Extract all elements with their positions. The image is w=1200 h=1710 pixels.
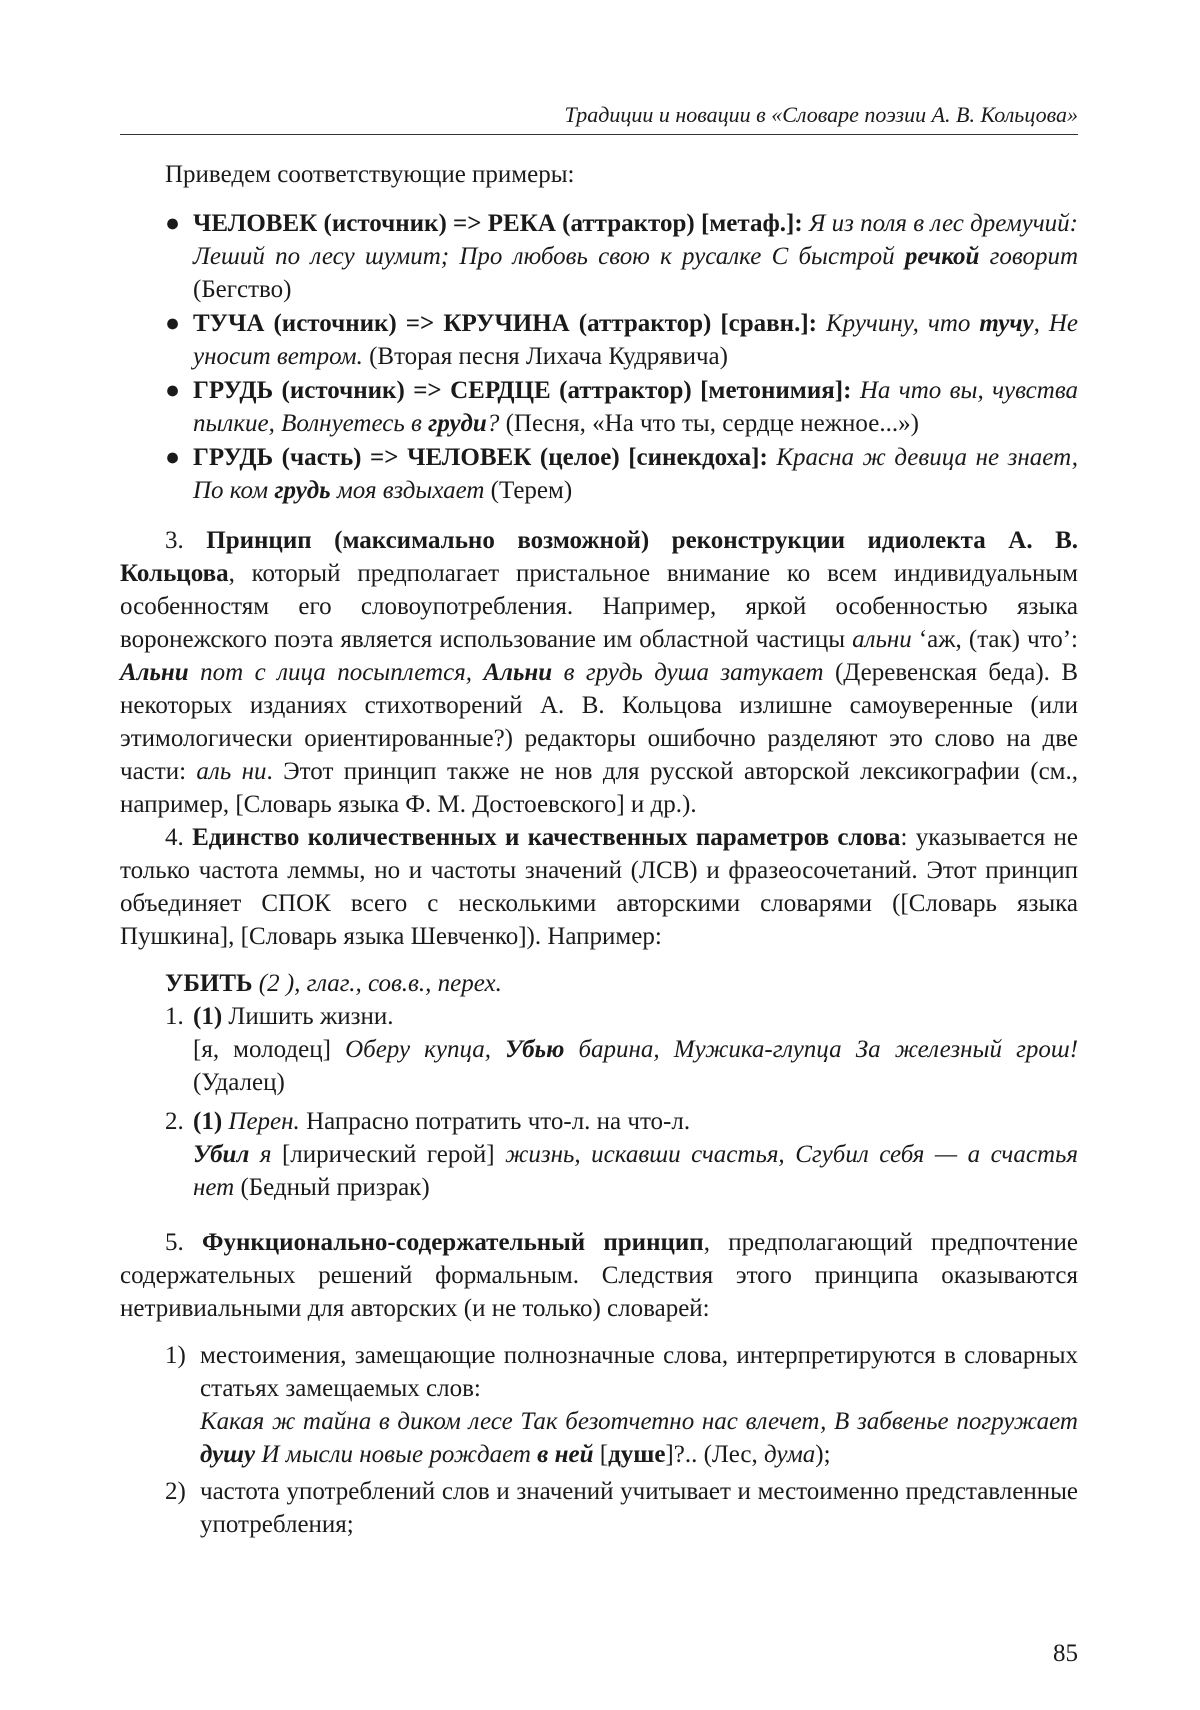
example-quote: На что вы, чувства пылкие, Волнуетесь в [193, 377, 1079, 437]
sense-number: 2. [165, 1108, 184, 1135]
example-quote: Красна ж девица не знает, По ком [193, 444, 1079, 504]
sense-definition: Напрасно потратить что-л. на что-л. [306, 1108, 691, 1135]
running-title: Традиции и новации в «Словаре поэзии А. В. Кольцова» [564, 102, 1078, 127]
italic-word: аль ни [196, 758, 267, 785]
principle-number: 5. [165, 1229, 184, 1256]
item-text: местоимения, замещающие полнозначные слова, интерпретируются в словарных статьях замещаемых слов: [200, 1342, 1078, 1402]
entry-head [120, 967, 1078, 1000]
example-quote: говорит [989, 243, 1079, 270]
sense-definition: Лишить жизни. [228, 1003, 394, 1030]
example-keyword: тучу [979, 310, 1034, 337]
sense-quote: Оберу купца, [345, 1036, 491, 1063]
list-item [120, 374, 1078, 440]
list-item [120, 307, 1078, 373]
example-source: (Бегство) [193, 276, 292, 303]
keyword: Альни [120, 659, 189, 686]
example-source: (Вторая песня Лихача Кудрявича) [369, 343, 728, 370]
principle-number: 4. [165, 824, 184, 851]
sense-context: [лирический герой] [281, 1141, 495, 1168]
item-text: частота употреблений слов и значений учитывает и местоименно представленные употребления; [200, 1478, 1078, 1538]
paragraph-text: , предполагающий предпочтение содержательных решений формальным. Следствия этого принципа оказываются нетривиальными для авторских (и не только) словарей: [120, 1229, 1078, 1322]
principle-4-paragraph [120, 821, 1078, 953]
paragraph-text: , который предполагает пристальное внимание ко всем индивидуальным особенностям его словоупотребления. Например, яркой особенностью языка воронежского поэта является использование им областной частицы [120, 560, 1078, 653]
example-source: (Песня, «На что ты, сердце нежное...») [505, 410, 919, 437]
item-quote: дума [764, 1441, 816, 1468]
consequences-list [120, 1339, 1078, 1541]
keyword: Альни [483, 659, 553, 686]
quote: в грудь душа затукает [563, 659, 824, 686]
example-quote: , Не уносит ветром. [193, 310, 1079, 370]
item-number: 1) [165, 1342, 186, 1369]
spacer [120, 508, 1078, 524]
example-quote: ? [486, 410, 500, 437]
list-item [120, 441, 1078, 507]
quote: пот с лица посыплется, [200, 659, 473, 686]
principle-title: Единство количественных и качественных параметров слова [192, 824, 901, 851]
principle-title: Принцип (максимально возможной) реконструкции идиолекта А. В. Кольцова [120, 527, 1078, 587]
entry-grammar: (2 ), глаг., сов.в., перех. [258, 970, 502, 997]
sense-quote: жизнь, искавши счастья, Сгубил себя — а счастья нет [193, 1141, 1079, 1201]
example-head: ЧЕЛОВЕК (источник) => РЕКА (аттрактор) [метаф.]: [193, 210, 803, 237]
italic-word: альни [852, 626, 912, 653]
entry-lemma: УБИТЬ [165, 970, 253, 997]
entry-sense [120, 1000, 1078, 1099]
spacer [120, 1210, 1078, 1226]
example-quote: Кручину, что [826, 310, 971, 337]
entry-sense [120, 1105, 1078, 1204]
page-number: 85 [1053, 1640, 1078, 1667]
bullet-icon: ● [165, 310, 181, 337]
example-keyword: речкой [904, 243, 980, 270]
list-item [120, 1339, 1078, 1471]
sense-keyword: Убил [193, 1141, 250, 1168]
example-keyword: груди [428, 410, 487, 437]
item-text: [ [599, 1441, 609, 1468]
item-keyword: душе [608, 1441, 666, 1468]
example-head: ТУЧА (источник) => КРУЧИНА (аттрактор) [сравн.]: [193, 310, 817, 337]
sense-context: [я, молодец] [193, 1036, 331, 1063]
bullet-icon: ● [165, 444, 181, 471]
example-source: (Терем) [490, 477, 573, 504]
header-rule [120, 134, 1078, 135]
sense-quote: барина, Мужика-глупца За железный грош! [578, 1036, 1079, 1063]
item-quote: Какая ж тайна в диком лесе Так безотчетно нас влечет, В забвенье погружает [200, 1408, 1078, 1435]
list-item [120, 207, 1078, 306]
paragraph-text: ‘аж, (так) что’: [918, 626, 1079, 653]
item-number: 2) [165, 1478, 186, 1505]
paragraph-text: : указывается не только частота леммы, но и частоты значений (ЛСВ) и фразеосочетаний. Этот принцип объединяет СПОК всего с несколькими авторскими словарями ([Словарь языка Пушкина], [Словарь языка Шевченко]). Например: [120, 824, 1078, 950]
principle-title: Функционально-содержательный принцип [201, 1229, 704, 1256]
sense-source: (Удалец) [193, 1069, 285, 1096]
principle-5-paragraph [120, 1226, 1078, 1325]
item-text: ); [815, 1441, 831, 1468]
example-quote: моя вздыхает [336, 477, 485, 504]
sense-keyword: Убью [505, 1036, 565, 1063]
example-keyword: грудь [274, 477, 331, 504]
sense-frequency: (1) [193, 1108, 223, 1135]
bullet-icon: ● [165, 210, 181, 237]
sense-source: (Бедный призрак) [240, 1174, 430, 1201]
principle-3-paragraph [120, 524, 1078, 821]
example-head: ГРУДЬ (источник) => СЕРДЦЕ (аттрактор) [метонимия]: [193, 377, 852, 404]
list-item [120, 1475, 1078, 1541]
item-keyword: в ней [537, 1441, 594, 1468]
example-quote: Я из поля в лес дремучий: Леший по лесу шумит; Про любовь свою к русалке С быстрой [193, 210, 1078, 270]
dictionary-entry [120, 967, 1078, 1204]
item-keyword: душу [200, 1441, 256, 1468]
intro-paragraph: Приведем соответствующие примеры: [165, 161, 575, 188]
example-head: ГРУДЬ (часть) => ЧЕЛОВЕК (целое) [синекдоха]: [193, 444, 768, 471]
paragraph-text: (Деревенская беда). В некоторых изданиях стихотворений А. В. Кольцова излишне самоуверенные (или этимологически ориентированные?) редакторы ошибочно разделяют это слово на две части: [120, 659, 1078, 785]
item-quote: И мысли новые рождает [261, 1441, 531, 1468]
examples-list [120, 207, 1078, 507]
bullet-icon: ● [165, 377, 181, 404]
sense-number: 1. [165, 1003, 184, 1030]
sense-frequency: (1) [193, 1003, 223, 1030]
body-text [120, 158, 1078, 1545]
principle-number: 3. [165, 527, 184, 554]
item-text: ]?.. (Лес, [665, 1441, 758, 1468]
sense-mark: Перен. [228, 1108, 300, 1135]
paragraph-text: . Этот принцип также не нов для русской авторской лексикографии (см., например, [Словарь языка Ф. М. Достоевского] и др.). [120, 758, 1078, 818]
sense-quote: я [259, 1141, 272, 1168]
